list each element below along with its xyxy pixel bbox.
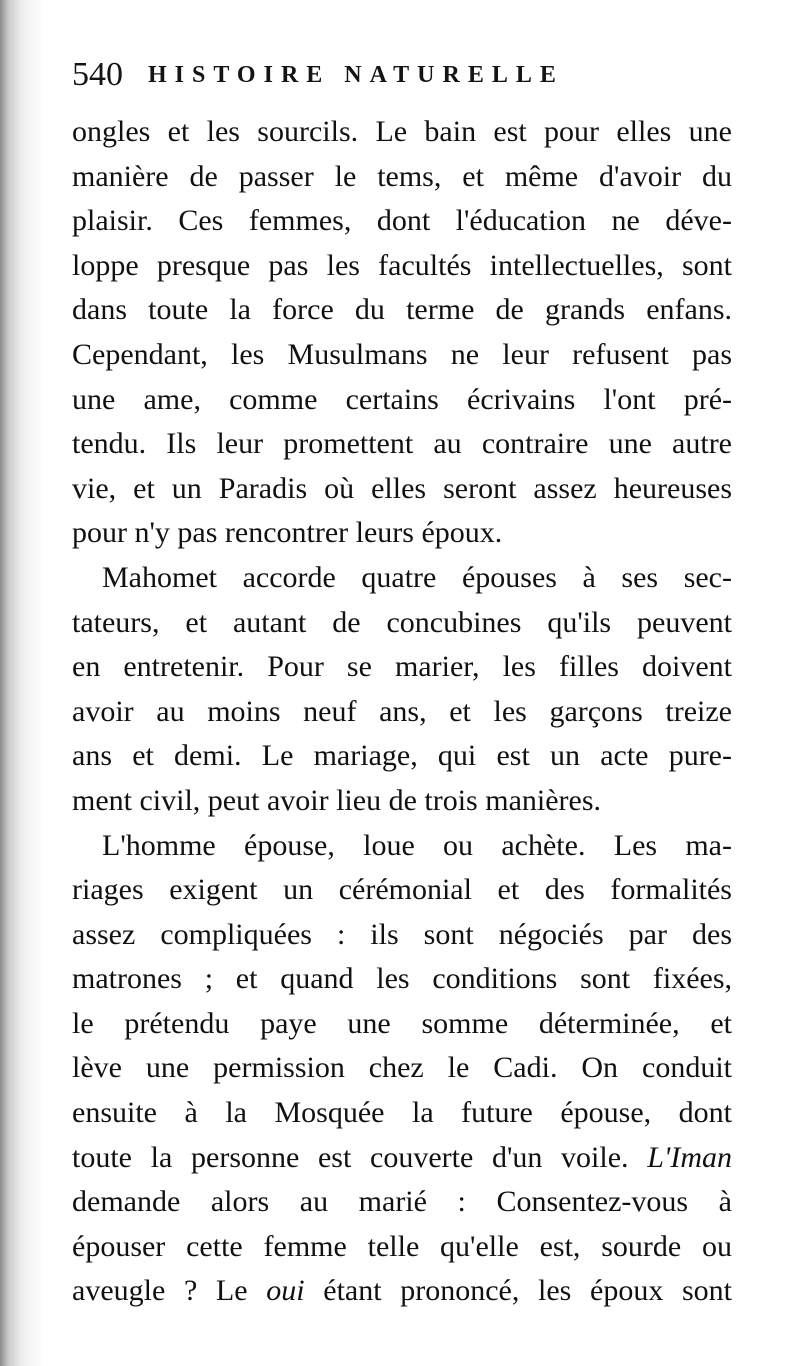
text-line: ensuite à la Mosquée la future épouse, dont	[72, 1096, 732, 1130]
body-text	[72, 110, 732, 1314]
text-line: épouser cette femme telle qu'elle est, sourde ou	[72, 1229, 732, 1263]
scan-gutter-shadow	[0, 0, 44, 1366]
text-line: dans toute la force du terme de grands enfans.	[72, 293, 732, 327]
text-line: Cependant, les Musulmans ne leur refusent pas	[72, 337, 732, 371]
text-line: manière de passer le tems, et même d'avoir du	[72, 159, 732, 193]
text-line: en entretenir. Pour se marier, les filles doivent	[72, 650, 732, 684]
text-line: ongles et les sourcils. Le bain est pour elles une	[72, 115, 732, 148]
text-line: plaisir. Ces femmes, dont l'éducation ne déve-	[72, 204, 732, 238]
text-line: matrones ; et quand les conditions sont fixées,	[72, 962, 732, 996]
page-number: 540	[72, 56, 123, 93]
italic-word-oui: oui	[266, 1274, 305, 1308]
text-line: vie, et un Paradis où elles seront assez heureuses	[72, 471, 732, 505]
text-segment: étant prononcé, les époux sont	[323, 1274, 733, 1308]
text-line: le prétendu paye une somme déterminée, et	[72, 1006, 732, 1040]
paragraph-2	[72, 556, 732, 824]
text-line: Mahomet accorde quatre épouses à ses sec-	[102, 560, 732, 594]
page-header	[72, 56, 752, 96]
text-segment: toute la personne est couverte d'un voile.	[72, 1140, 629, 1174]
text-line: loppe presque pas les facultés intellectuelles, sont	[72, 248, 732, 282]
text-segment: aveugle ? Le	[72, 1274, 248, 1308]
text-line: assez compliquées : ils sont négociés par des	[72, 917, 732, 951]
paragraph-3	[72, 824, 732, 1315]
text-line-with-italic	[72, 1269, 732, 1314]
text-line: avoir au moins neuf ans, et les garçons treize	[72, 694, 732, 728]
text-line: une ame, comme certains écrivains l'ont pré-	[72, 382, 732, 416]
text-line: ans et demi. Le mariage, qui est un acte pure-	[72, 739, 732, 773]
text-line: lève une permission chez le Cadi. On conduit	[72, 1051, 732, 1085]
italic-word-iman: L'Iman	[647, 1140, 732, 1174]
text-line: pour n'y pas rencontrer leurs époux.	[72, 516, 503, 550]
text-line: tendu. Ils leur promettent au contraire une autre	[72, 427, 732, 461]
text-line: riages exigent un cérémonial et des formalités	[72, 873, 732, 907]
paragraph-1	[72, 110, 732, 556]
running-title: HISTOIRE NATURELLE	[148, 62, 564, 88]
text-line: L'homme épouse, loue ou achète. Les ma-	[102, 828, 732, 862]
text-line: tateurs, et autant de concubines qu'ils peuvent	[72, 605, 732, 639]
text-line: demande alors au marié : Consentez-vous à	[72, 1185, 732, 1219]
text-line: ment civil, peut avoir lieu de trois manières.	[72, 783, 602, 817]
text-line-with-italic	[72, 1136, 732, 1181]
